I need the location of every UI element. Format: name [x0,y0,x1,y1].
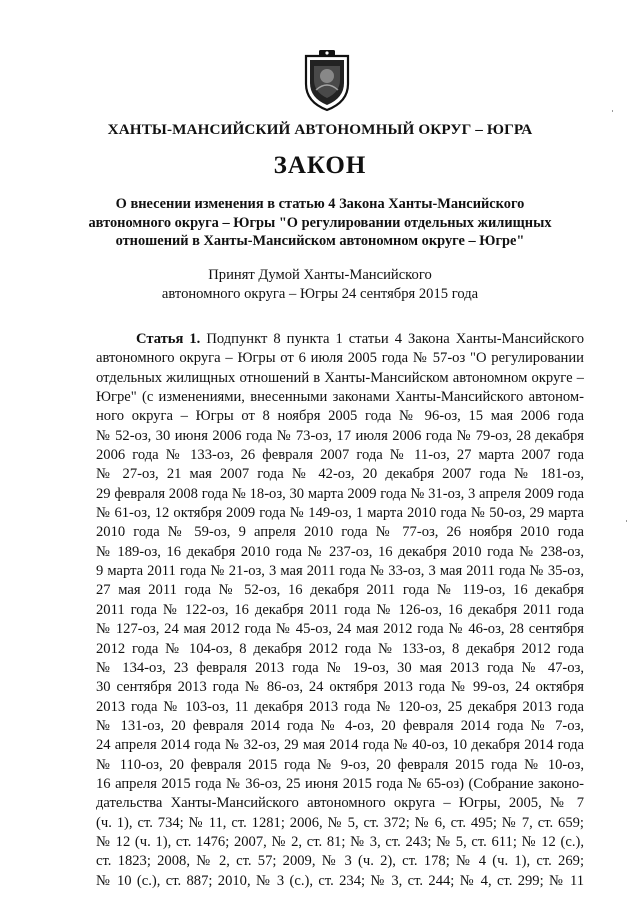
article-line: дательства Ханты-Мансийского автономного округа – Югры, 2005, № 7 [96,795,584,812]
law-title-line: О внесении изменения в статью 4 Закона Ханты-Мансийского [115,196,525,212]
article-first-line-text: Подпункт 8 пункта 1 статьи 4 Закона Ханты-Мансийского [206,331,584,347]
scan-speck [612,110,613,112]
adoption-line: автономного округа – Югры 24 сентября 2015 года [161,285,479,302]
document-type: ЗАКОН [273,152,367,179]
article-line: 2010 года № 59-оз, 9 апреля 2010 года № 77-оз, 26 ноября 2010 года [96,524,584,541]
article-line: 2013 года № 103-оз, 11 декабря 2013 года № 120-оз, 25 декабря 2013 года [96,698,584,715]
article-line: 2012 года № 104-оз, 8 декабря 2012 года № 133-оз, 8 декабря 2012 года [96,640,584,657]
article-line: № 12 (ч. 1), ст. 1476; 2007, № 2, ст. 81; № 3, ст. 243; № 5, ст. 611; № 12 (с.), [96,833,584,850]
article-line: 30 сентября 2013 года № 86-оз, 24 октября 2013 года № 99-оз, 24 октября [96,679,584,696]
region-name: ХАНТЫ-МАНСИЙСКИЙ АВТОНОМНЫЙ ОКРУГ – ЮГРА [107,121,533,138]
article-line: № 52-оз, 30 июня 2006 года № 73-оз, 17 июля 2006 года № 79-оз, 28 декабря [96,427,584,444]
article-line: 9 марта 2011 года № 21-оз, 3 мая 2011 года № 33-оз, 3 мая 2011 года № 35-оз, [96,563,584,580]
article-line: 24 апреля 2014 года № 32-оз, 29 мая 2014 года № 40-оз, 10 декабря 2014 года [96,737,584,754]
article-line: № 61-оз, 12 октября 2009 года № 149-оз, 1 марта 2010 года № 50-оз, 29 марта [96,505,584,522]
article-line: отдельных жилищных отношений в Ханты-Мансийском автономном округе – [96,369,584,386]
article-line: автономного округа – Югры от 6 июля 2005 года № 57-оз "О регулировании [96,350,584,367]
article-line: (ч. 1), ст. 734; № 11, ст. 1281; 2006, № 5, ст. 372; № 6, ст. 495; № 7, ст. 659; [96,814,584,831]
law-title-line: автономного округа – Югры "О регулировании отдельных жилищных [88,214,552,231]
article-line: № 110-оз, 20 февраля 2015 года № 9-оз, 20 февраля 2015 года № 10-оз, [96,756,584,773]
article-line: 29 февраля 2008 года № 18-оз, 30 марта 2009 года № 31-оз, 3 апреля 2009 года [96,485,584,502]
law-title [70,195,570,251]
coat-of-arms-icon [302,50,352,112]
article-lines [96,349,584,891]
article-line: № 127-оз, 24 мая 2012 года № 45-оз, 24 мая 2012 года № 46-оз, 28 сентября [96,621,584,638]
article-first-line [96,330,584,349]
article-line: Югре" (с изменениями, внесенными законами Ханты-Мансийского автоном- [96,389,584,406]
article-label: Статья 1. [136,331,201,347]
article-line: № 131-оз, 20 февраля 2014 года № 4-оз, 20 февраля 2014 года № 7-оз, [96,717,584,734]
article-line: № 189-оз, 16 декабря 2010 года № 237-оз, 16 декабря 2010 года № 238-оз, [96,543,584,560]
article-line: № 27-оз, 21 мая 2007 года № 42-оз, 20 декабря 2007 года № 181-оз, [96,466,584,483]
article-line: 2011 года № 122-оз, 16 декабря 2011 года № 126-оз, 16 декабря 2011 года [96,601,584,618]
article-line: № 10 (с.), ст. 887; 2010, № 3 (с.), ст. 234; № 3, ст. 244; № 4, ст. 299; № 11 [96,872,584,889]
article-line: ного округа – Югры от 8 ноября 2005 года № 96-оз, 15 мая 2006 года [96,408,584,425]
scan-speck [626,520,627,522]
article-line: 2006 года № 133-оз, 26 февраля 2007 года № 11-оз, 27 марта 2007 года [96,447,584,464]
article-line: 16 апреля 2015 года № 36-оз, 25 июня 2015 года № 65-оз) (Собрание законо- [96,775,584,792]
law-title-line: отношений в Ханты-Мансийском автономном округе – Югре" [115,233,525,249]
article-line: № 134-оз, 23 февраля 2013 года № 19-оз, 30 мая 2013 года № 47-оз, [96,659,584,676]
article-body [96,330,584,891]
article-line: 27 мая 2011 года № 52-оз, 16 декабря 2011 года № 119-оз, 16 декабря [96,582,584,599]
adoption-line: Принят Думой Ханты-Мансийского [208,267,432,283]
adoption-note [120,266,520,303]
article-line: ст. 1823; 2008, № 2, ст. 57; 2009, № 3 (ч. 2), ст. 178; № 4 (ч. 1), ст. 269; [96,853,584,870]
